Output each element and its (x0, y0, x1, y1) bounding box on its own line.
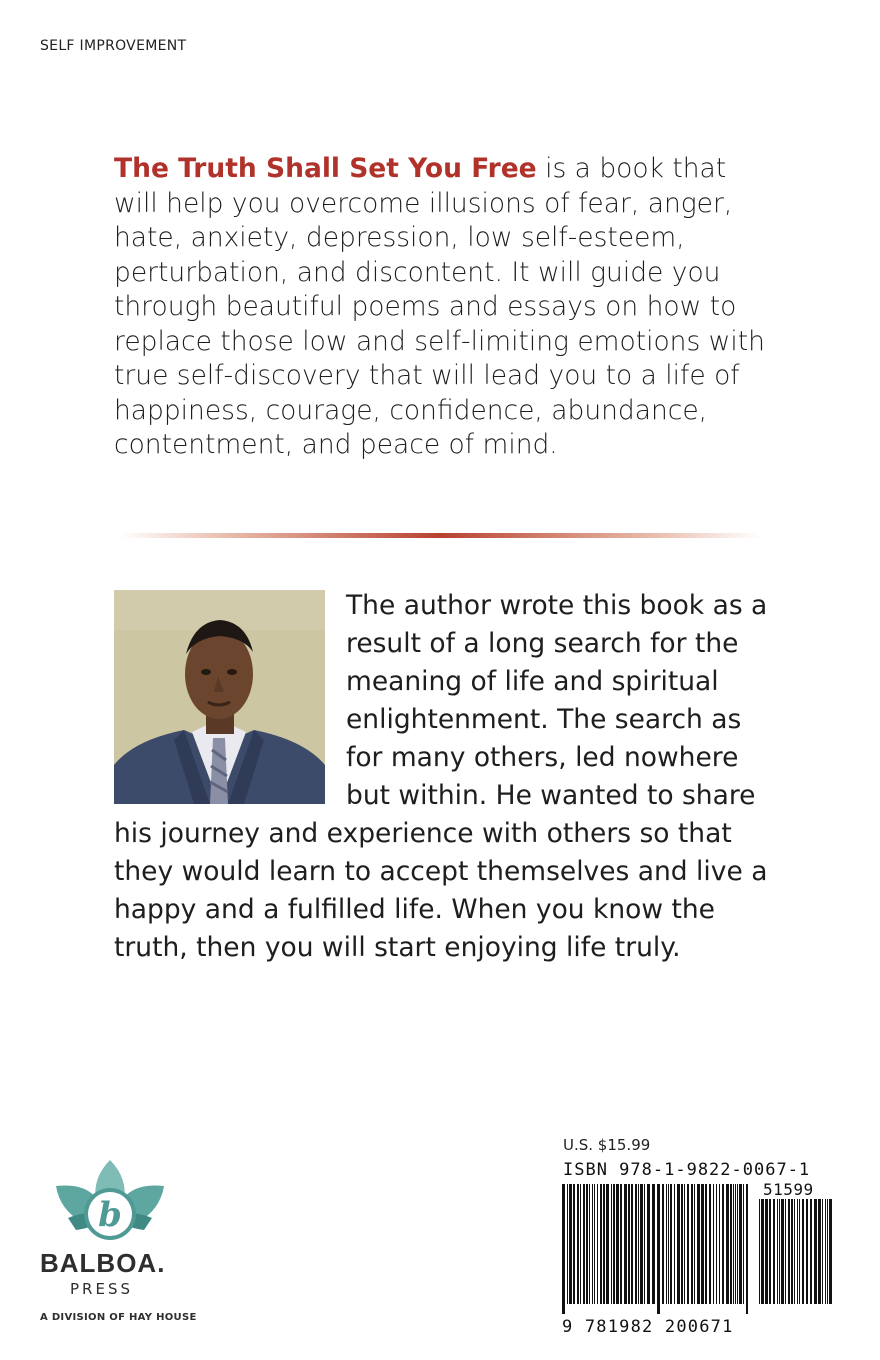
price-label: U.S. $15.99 (563, 1136, 651, 1154)
book-blurb (114, 152, 774, 463)
barcode-digits: 9 781982 200671 (562, 1317, 734, 1337)
divider-line (120, 533, 760, 538)
barcode-addon-number: 51599 (763, 1180, 814, 1199)
book-title: The Truth Shall Set You Free (114, 153, 537, 184)
blurb-text: is a book that will help you overcome illusions of fear, anger, hate, anxiety, depression, low self-esteem, perturbation, and discontent. It will guide you through beautiful poems and essays on how to replace those low and self-limiting emotions with true self-discovery that will lead you to a life of happiness, courage, confidence, abundance, contentment, and peace of mind. (114, 153, 765, 460)
lotus-logo-icon (52, 1156, 168, 1248)
logo-letter: b (98, 1195, 122, 1235)
category-label: SELF IMPROVEMENT (40, 38, 187, 54)
publisher-division: A DIVISION OF HAY HOUSE (40, 1312, 197, 1323)
publisher-sub: PRESS (70, 1280, 133, 1298)
author-bio-text: The author wrote this book as a result of a long search for the meaning of life and spiritual enlightenment. The search as for many others, led nowhere but within. He wanted to share his journey and experience with others so that they would learn to accept themselves and live a happy and a fulfilled life. When you know the truth, then you will start enjoying life truly. (114, 590, 768, 963)
isbn-barcode (560, 1184, 752, 1314)
isbn-label: ISBN 978-1-9822-0067-1 (563, 1160, 811, 1180)
author-bio (114, 587, 774, 967)
publisher-name: BALBOA. (40, 1248, 166, 1278)
addon-barcode (757, 1199, 835, 1314)
